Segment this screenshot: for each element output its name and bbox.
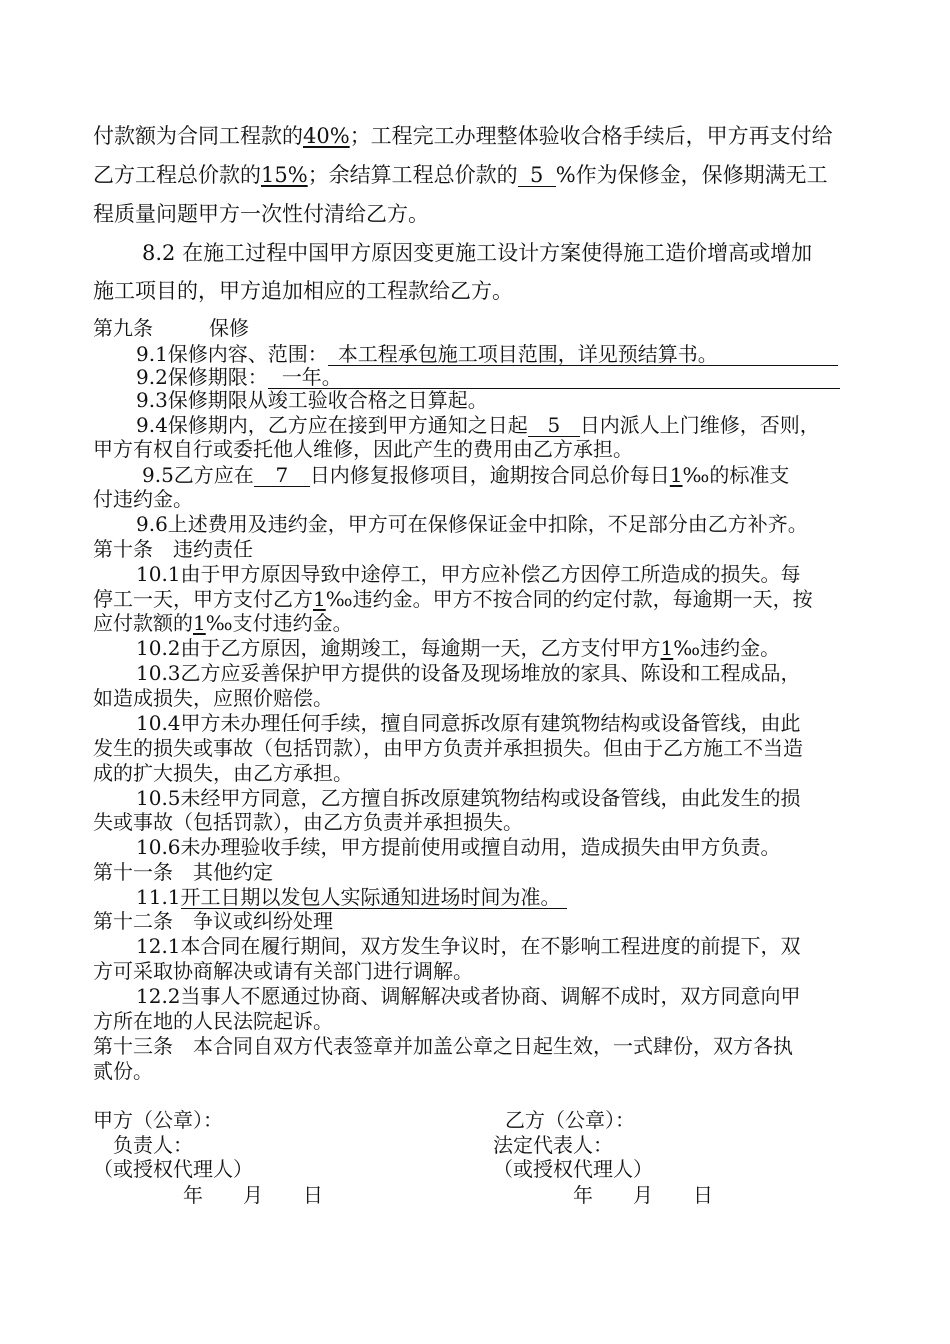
clause-10-6: 10.6未办理验收手续，甲方提前使用或擅自动用，造成损失由甲方负责。 xyxy=(136,835,781,859)
text: 应付款额的 xyxy=(93,611,193,635)
party-b-agent-label: （或授权代理人） xyxy=(493,1157,653,1181)
clause-10-2 xyxy=(136,636,780,660)
text: ‰违约金。甲方不按合同的约定付款，每逾期一天，按 xyxy=(325,587,813,611)
party-b-date: 年 月 日 xyxy=(573,1183,713,1207)
article-9-heading xyxy=(93,316,249,340)
text: %作为保修金，保修期满无工 xyxy=(555,163,828,187)
clause-number: 11.1 xyxy=(136,885,181,909)
text: ；余结算工程总价款的 xyxy=(307,163,518,187)
text: ‰违约金。 xyxy=(673,636,781,660)
text: ‰的标准支 xyxy=(682,463,790,487)
clause-10-1-line-3 xyxy=(93,611,353,635)
response-days-field: 5 xyxy=(528,414,580,437)
warranty-period-field: 一年。 xyxy=(268,366,840,389)
clause-9-1 xyxy=(136,342,838,366)
repair-days-field: 7 xyxy=(254,464,310,487)
penalty-rate: 1 xyxy=(193,611,206,635)
article-11-heading: 第十一条 其他约定 xyxy=(93,860,273,884)
clause-10-3-line-1: 10.3乙方应妥善保护甲方提供的设备及现场堆放的家具、陈设和工程成品， xyxy=(136,661,801,685)
clause-12-1-line-2: 方可采取协商解决或请有关部门进行调解。 xyxy=(93,959,473,983)
clause-10-5-line-2: 失或事故（包括罚款），由乙方负责并承担损失。 xyxy=(93,810,523,834)
payment-line-1 xyxy=(93,124,833,148)
clause-10-4-line-3: 成的扩大损失，由乙方承担。 xyxy=(93,761,353,785)
text: 日内修复报修项目，逾期按合同总价每日 xyxy=(309,463,670,487)
start-date-terms-field: 开工日期以发包人实际通知进场时间为准。 xyxy=(181,886,567,909)
party-a-date: 年 月 日 xyxy=(183,1183,323,1207)
text: 停工一天，甲方支付乙方 xyxy=(93,587,313,611)
clause-12-2-line-2: 方所在地的人民法院起诉。 xyxy=(93,1009,333,1033)
article-13-line-2: 贰份。 xyxy=(93,1059,153,1083)
text: 日内派人上门维修，否则， xyxy=(579,413,820,437)
payment-line-3: 程质量问题甲方一次性付清给乙方。 xyxy=(93,202,429,226)
clause-9-2 xyxy=(136,365,840,389)
clause-10-5-line-1: 10.5未经甲方同意，乙方擅自拆改原建筑物结构或设备管线，由此发生的损 xyxy=(136,786,801,810)
party-a-seal-label: 甲方（公章）： xyxy=(93,1108,223,1132)
text: 9.2保修期限： xyxy=(136,365,268,389)
penalty-rate: 1 xyxy=(313,587,326,611)
text: 9.1保修内容、范围： xyxy=(136,342,328,366)
clause-8-2-line-1: 8.2 在施工过程中国甲方原因变更施工设计方案使得施工造价增高或增加 xyxy=(142,241,813,265)
article-10-heading: 第十条 违约责任 xyxy=(93,537,253,561)
clause-10-1-line-1: 10.1由于甲方原因导致中途停工，甲方应补偿乙方因停工所造成的损失。每 xyxy=(136,562,801,586)
clause-10-4-line-1: 10.4甲方未办理任何手续，擅自同意拆改原有建筑物结构或设备管线，由此 xyxy=(136,711,801,735)
party-a-agent-label: （或授权代理人） xyxy=(93,1157,253,1181)
clause-9-5-line-1 xyxy=(142,463,789,487)
text: ；工程完工办理整体验收合格手续后，甲方再支付给 xyxy=(349,124,833,148)
clause-12-2-line-1: 12.2当事人不愿通过协商、调解解决或者协商、调解不成时，双方同意向甲 xyxy=(136,984,801,1008)
clause-9-6: 9.6上述费用及违约金，甲方可在保修保证金中扣除，不足部分由乙方补齐。 xyxy=(136,512,808,536)
clause-9-5-line-2: 付违约金。 xyxy=(93,487,193,511)
party-a-principal-label: 负责人： xyxy=(113,1133,193,1157)
clause-10-4-line-2: 发生的损失或事故（包括罚款），由甲方负责并承担损失。但由于乙方施工不当造 xyxy=(93,736,803,760)
clause-11-1 xyxy=(136,885,567,909)
payment-line-2 xyxy=(93,163,828,187)
text: 乙方工程总价款的 xyxy=(93,163,261,187)
party-b-legal-rep-label: 法定代表人： xyxy=(493,1133,613,1157)
article-title: 保修 xyxy=(209,316,249,340)
text: 10.2由于乙方原因，逾期竣工，每逾期一天，乙方支付甲方 xyxy=(136,636,661,660)
retention-percent-field: 5 xyxy=(518,164,556,187)
article-13-line-1: 第十三条 本合同自双方代表签章并加盖公章之日起生效，一式肆份，双方各执 xyxy=(93,1034,793,1058)
text: 付款额为合同工程款的 xyxy=(93,124,303,148)
party-b-seal-label: 乙方（公章）： xyxy=(505,1108,635,1132)
payment-percent-15: 15% xyxy=(261,163,308,187)
clause-9-3: 9.3保修期限从竣工验收合格之日算起。 xyxy=(136,388,488,412)
clause-10-1-line-2 xyxy=(93,587,813,611)
clause-8-2-line-2: 施工项目的，甲方追加相应的工程款给乙方。 xyxy=(93,279,513,303)
clause-12-1-line-1: 12.1本合同在履行期间，双方发生争议时，在不影响工程进度的前提下，双 xyxy=(136,934,801,958)
clause-9-4-line-2: 甲方有权自行或委托他人维修，因此产生的费用由乙方承担。 xyxy=(93,437,633,461)
text: ‰支付违约金。 xyxy=(205,611,353,635)
text: 9.5乙方应在 xyxy=(142,463,254,487)
article-12-heading: 第十二条 争议或纠纷处理 xyxy=(93,909,333,933)
clause-9-4-line-1 xyxy=(136,413,820,437)
penalty-rate: 1 xyxy=(660,636,674,660)
penalty-rate: 1 xyxy=(669,463,683,487)
clause-10-3-line-2: 如造成损失，应照价赔偿。 xyxy=(93,686,333,710)
article-number: 第九条 xyxy=(93,316,153,340)
warranty-scope-field: 本工程承包施工项目范围，详见预结算书。 xyxy=(328,343,838,366)
payment-percent-40: 40% xyxy=(303,124,350,148)
text: 9.4保修期内，乙方应在接到甲方通知之日起 xyxy=(136,413,528,437)
